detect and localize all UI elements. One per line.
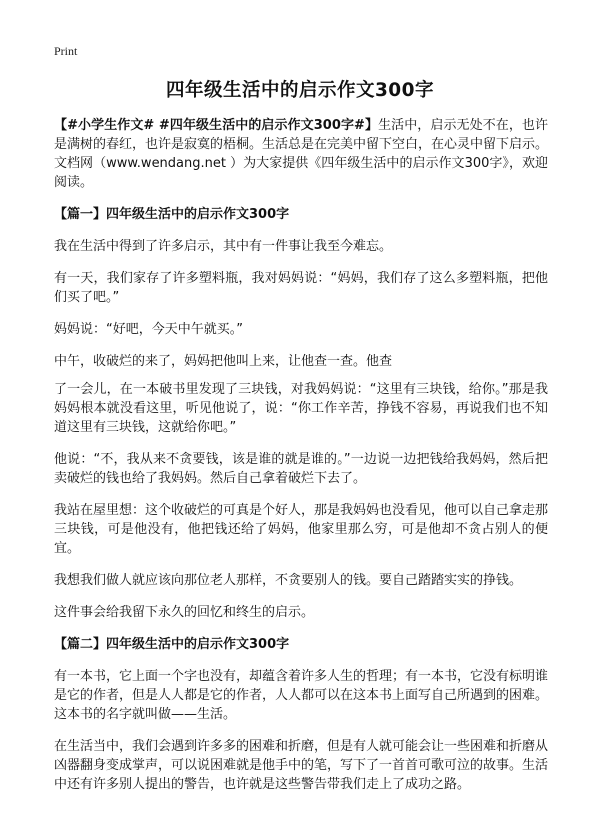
section-1-paragraph: 他说：“不，我从来不贪要钱，该是谁的就是谁的。”一边说一边把钱给我妈妈，然后把卖破烂的钱也给了我妈妈。然后自己拿着破烂下去了。 [54, 452, 548, 486]
print-label: Print [54, 44, 78, 58]
intro-text: 生活中，启示无处不在，也许是满树的春红，也许是寂寞的梧桐。生活总是在完美中留下空白，在心灵中留下启示。文档网（www.wendang.net ）为大家提供《四年级生活中的启示作文300字》，欢迎阅读。 [54, 118, 549, 190]
section-2-heading: 【篇二】四年级生活中的启示作文300字 [54, 637, 290, 652]
section-1-paragraph: 这件事会给我留下永久的回忆和终生的启示。 [54, 605, 315, 620]
article-body [54, 116, 548, 807]
section-1-paragraph: 妈妈说：“好吧，今天中午就买。” [54, 322, 243, 337]
section-1-heading: 【篇一】四年级生活中的启示作文300字 [54, 207, 290, 222]
page-title: 四年级生活中的启示作文300字 [165, 80, 435, 101]
section-1-paragraph: 中午，收破烂的来了，妈妈把他叫上来，让他查一查。他查 [54, 354, 393, 369]
section-1-paragraph: 了一会儿，在一本破书里发现了三块钱，对我妈妈说：“这里有三块钱，给你。”那是我妈妈根本就没看这里，听见他说了，说：“你工作辛苦，挣钱不容易，再说我们也不知道这里有三块钱，这就给你吧。” [54, 382, 548, 435]
intro-paragraph [54, 116, 548, 192]
section-2-paragraph: 在生活当中，我们会遇到许多多的困难和折磨，但是有人就可能会让一些困难和折磨从凶器翻身变成掌声，可以说困难就是他手中的笔，写下了一首首可歌可泣的故事。生活中还有许多别人提出的警告，也许就是这些警告带我们走上了成功之路。 [54, 739, 549, 792]
section-2-paragraph: 有一本书，它上面一个字也没有，却蕴含着许多人生的哲理；有一本书，它没有标明谁是它的作者，但是人人都是它的作者，人人都可以在这本书上面写自己所遇到的困难。这本书的名字就叫做——生活。 [54, 669, 549, 722]
section-1-paragraph: 有一天，我们家存了许多塑料瓶，我对妈妈说：“妈妈，我们存了这么多塑料瓶，把他们买了吧。” [54, 271, 548, 305]
intro-tag: 【#小学生作文# #四年级生活中的启示作文300字#】 [54, 118, 379, 133]
section-1-paragraph: 我在生活中得到了许多启示，其中有一件事让我至今难忘。 [54, 239, 393, 254]
section-1-paragraph: 我站在屋里想：这个收破烂的可真是个好人，那是我妈妈也没看见，他可以自己拿走那三块钱，可是他没有，他把钱还给了妈妈，他家里那么穷，可是他却不贪占别人的便宜。 [54, 503, 549, 556]
section-1-paragraph: 我想我们做人就应该向那位老人那样，不贪要别人的钱。要自己踏踏实实的挣钱。 [54, 573, 523, 588]
